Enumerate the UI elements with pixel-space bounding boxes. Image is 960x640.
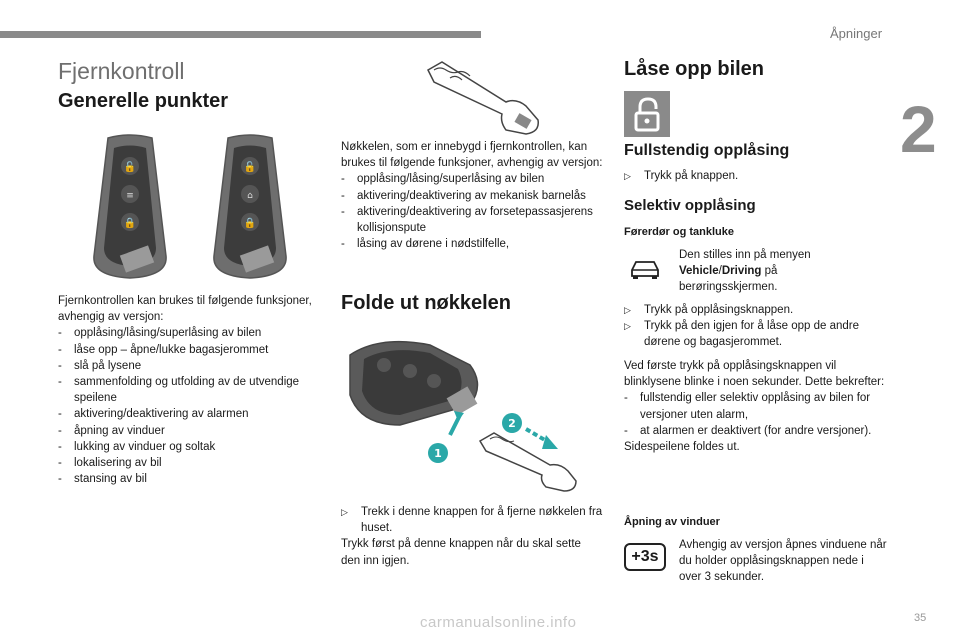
list-item: - opplåsing/låsing/superlåsing av bilen (58, 325, 320, 341)
list-item: - fullstendig eller selektiv opplåsing av bilen for versjoner uten alarm, (624, 390, 886, 422)
menu-vehicle: Vehicle (679, 265, 719, 278)
key-blade (480, 433, 576, 491)
list-item: - opplåsing/låsing/superlåsing av bilen (341, 171, 603, 187)
lock-button-icon (427, 374, 441, 388)
full-unlock-text (624, 168, 894, 184)
unlock-tile (624, 91, 670, 137)
window-subhead: Åpning av vinduer (624, 516, 720, 528)
chapter-number: 2 (900, 92, 937, 166)
car-icon (628, 258, 662, 280)
confirm-list (624, 390, 886, 439)
fold-steps (341, 504, 603, 536)
list-item: - aktivering/deaktivering av forsetepassasjerens kollisjonspute (341, 204, 603, 236)
list-item: - lokalisering av bil (58, 455, 320, 471)
unlock-button-icon (377, 358, 391, 372)
list-item: - stansing av bil (58, 471, 320, 487)
list-item: - lukking av vinduer og soltak (58, 439, 320, 455)
key-blade-illustration (420, 58, 545, 140)
mirrors-text: Sidespeilene foldes ut. (624, 441, 740, 454)
list-item: ▷ Trekk i denne knappen for å fjerne nøkkelen fra huset. (341, 504, 603, 536)
section-heading-full-unlock: Fullstendig opplåsing (624, 142, 790, 159)
selective-steps-text (624, 302, 894, 351)
callout-1-label: 1 (434, 447, 442, 460)
list-item: - slå på lysene (58, 358, 320, 374)
general-functions-list (58, 325, 320, 487)
list-item: - låse opp – åpne/lukke bagasjerommet (58, 342, 320, 358)
section-heading-unlock: Låse opp bilen (624, 58, 765, 80)
header-rule (0, 31, 481, 38)
fold-key-illustration (340, 325, 590, 500)
chapter-label: Åpninger (830, 26, 883, 41)
list-item: ▷ Trykk på opplåsingsknappen. (624, 302, 894, 318)
menu-separator: / (718, 265, 722, 278)
page-number: 35 (914, 612, 927, 624)
menu-setting-text (679, 247, 859, 296)
svg-text:🔒: 🔒 (123, 218, 137, 229)
remote-keys-illustration (70, 128, 310, 288)
general-intro: Fjernkontrollen kan brukes til følgende funksjoner, avhengig av versjon: (58, 295, 312, 324)
section-heading-selective: Selektiv opplåsing (624, 197, 756, 214)
boot-button-icon (403, 364, 417, 378)
key-intro: Nøkkelen, som er innebygd i fjernkontrollen, kan brukes til følgende funksjoner, avhengig av versjon: (341, 141, 603, 170)
list-item: - åpning av vinduer (58, 423, 320, 439)
svg-text:🔓: 🔓 (123, 162, 137, 173)
list-item: - sammenfolding og utfolding av de utvendige speilene (58, 374, 320, 406)
key-functions-text (341, 139, 603, 252)
remote-key-left (94, 135, 166, 278)
page-title: Fjernkontroll (58, 58, 185, 84)
section-heading-general: Generelle punkter (58, 90, 229, 112)
watermark: carmanualsonline.info (420, 614, 577, 631)
first-press-intro: Ved første trykk på opplåsingsknappen vil blinklysene blinke i noen sekunder. Dette bekrefter: (624, 360, 885, 389)
list-item: - aktivering/deaktivering av alarmen (58, 406, 320, 422)
unlock-icon (624, 91, 670, 137)
list-item: ▷ Trykk på knappen. (624, 168, 894, 184)
remote-key-right (214, 135, 286, 278)
plus-3s-icon: +3s (624, 543, 666, 571)
first-press-text (624, 358, 886, 455)
menu-text: Den stilles inn på menyen (679, 249, 811, 261)
key-functions-list (341, 171, 603, 252)
general-functions-text (58, 293, 320, 487)
svg-text:≡: ≡ (126, 191, 134, 201)
svg-text:🔓: 🔓 (243, 162, 257, 173)
fold-note: Trykk først på denne knappen når du skal sette den inn igjen. (341, 538, 581, 567)
svg-text:⌂: ⌂ (247, 191, 253, 201)
menu-driving: Driving (721, 265, 762, 278)
window-text: Avhengig av versjon åpnes vinduene når du holder opplåsingsknappen nede i over 3 sekunder. (679, 539, 887, 584)
callout-2-label: 2 (508, 417, 516, 430)
menu-text-end: på berøringsskjermen. (679, 265, 778, 294)
svg-text:🔒: 🔒 (243, 218, 257, 229)
list-item: - låsing av dørene i nødstilfelle, (341, 236, 603, 252)
section-heading-fold: Folde ut nøkkelen (341, 292, 512, 314)
list-item: - aktivering/deaktivering av mekanisk barnelås (341, 188, 603, 204)
driver-door-subhead: Førerdør og tankluke (624, 226, 735, 238)
selective-steps (624, 302, 894, 351)
list-item: ▷ Trykk på den igjen for å låse opp de andre dørene og bagasjerommet. (624, 318, 894, 350)
list-item: - at alarmen er deaktivert (for andre versjoner). (624, 423, 886, 439)
fold-text (341, 504, 603, 569)
